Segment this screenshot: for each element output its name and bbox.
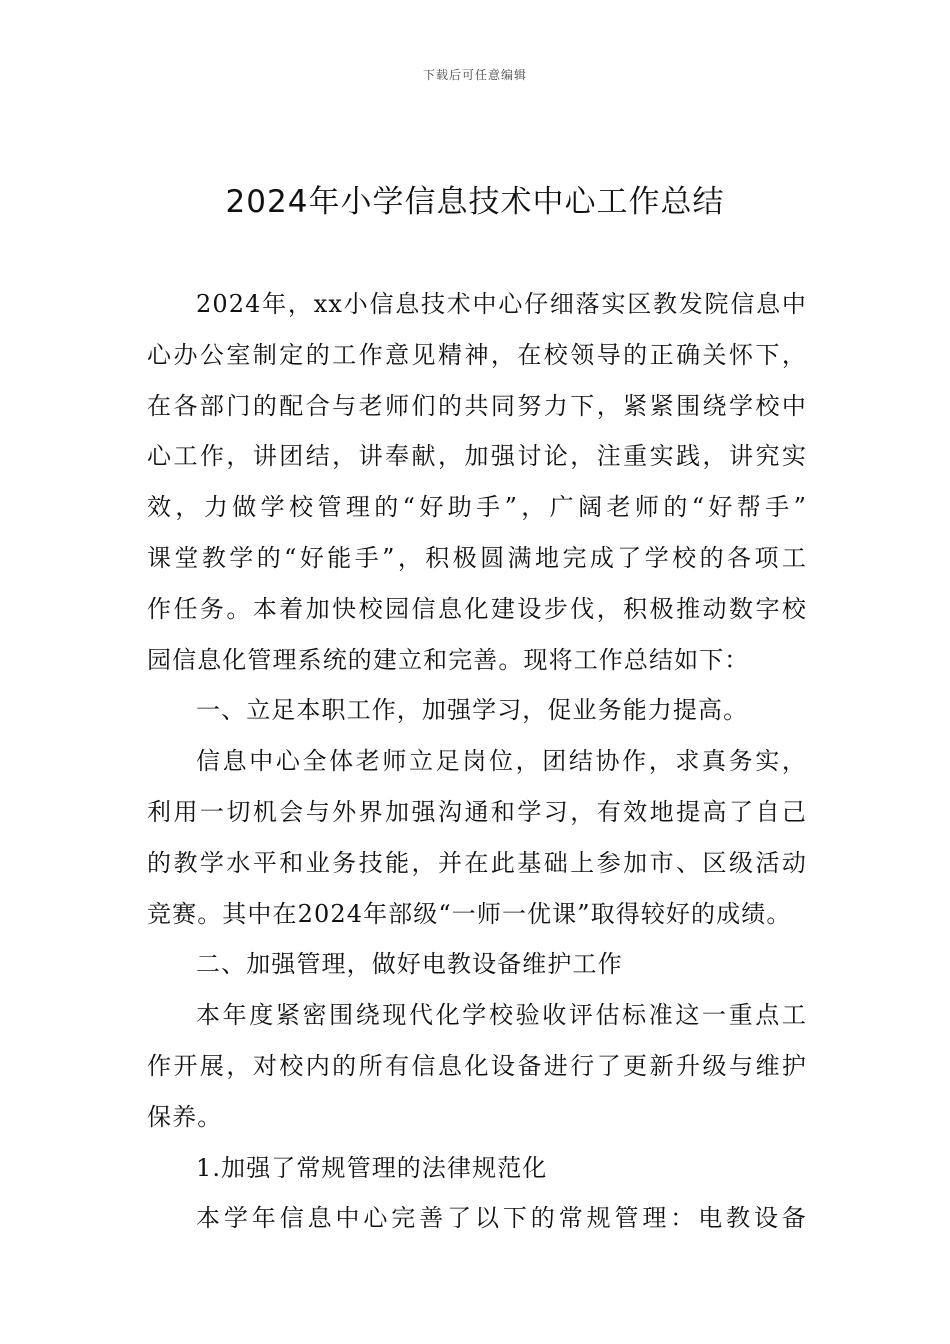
subsection-heading-1: 1.加强了常规管理的法律规范化 — [196, 1153, 548, 1182]
section-heading-2: 二、加强管理，做好电教设备维护工作 — [196, 950, 623, 979]
intro-paragraph — [147, 279, 807, 685]
text-line: 保养。 — [147, 1102, 223, 1131]
text-line: 利用一切机会与外界加强沟通和学习，有效地提高了自己 — [147, 797, 807, 826]
text-line: 本学年信息中心完善了以下的常规管理：电教设备 — [196, 1204, 807, 1233]
text-line: 竞赛。其中在2024年部级“一师一优课”取得较好的成绩。 — [147, 899, 792, 928]
text-line: 本年度紧密围绕现代化学校验收评估标准这一重点工 — [196, 1001, 807, 1030]
text-line: 在各部门的配合与老师们的共同努力下，紧紧围绕学校中 — [147, 391, 807, 420]
text-line: 心工作，讲团结，讲奉献，加强讨论，注重实践，讲究实 — [147, 442, 807, 471]
section-heading-1: 一、立足本职工作，加强学习，促业务能力提高。 — [196, 696, 749, 725]
text-line: 2024年，xx小信息技术中心仔细落实区教发院信息中 — [196, 290, 807, 318]
text-line: 作开展，对校内的所有信息化设备进行了更新升级与维护 — [147, 1051, 807, 1080]
document-body — [147, 279, 807, 1244]
text-line: 信息中心全体老师立足岗位，团结协作，求真务实， — [196, 747, 807, 776]
text-line: 效，力做学校管理的“好助手”，广阔老师的“好帮手” — [147, 493, 807, 522]
section1-paragraph — [147, 736, 807, 939]
document-title: 2024年小学信息技术中心工作总结 — [225, 184, 725, 220]
text-line: 的教学水平和业务技能，并在此基础上参加市、区级活动 — [147, 848, 807, 877]
header-note: 下载后可任意编辑 — [422, 68, 527, 82]
section2-paragraph — [147, 990, 807, 1142]
text-line: 园信息化管理系统的建立和完善。现将工作总结如下： — [147, 645, 750, 674]
text-line: 课堂教学的“好能手”，积极圆满地完成了学校的各项工 — [147, 543, 807, 572]
text-line: 心办公室制定的工作意见精神，在校领导的正确关怀下， — [147, 340, 807, 369]
text-line: 作任务。本着加快校园信息化建设步伐，积极推动数字校 — [147, 594, 807, 623]
subsection1-paragraph — [147, 1193, 807, 1244]
